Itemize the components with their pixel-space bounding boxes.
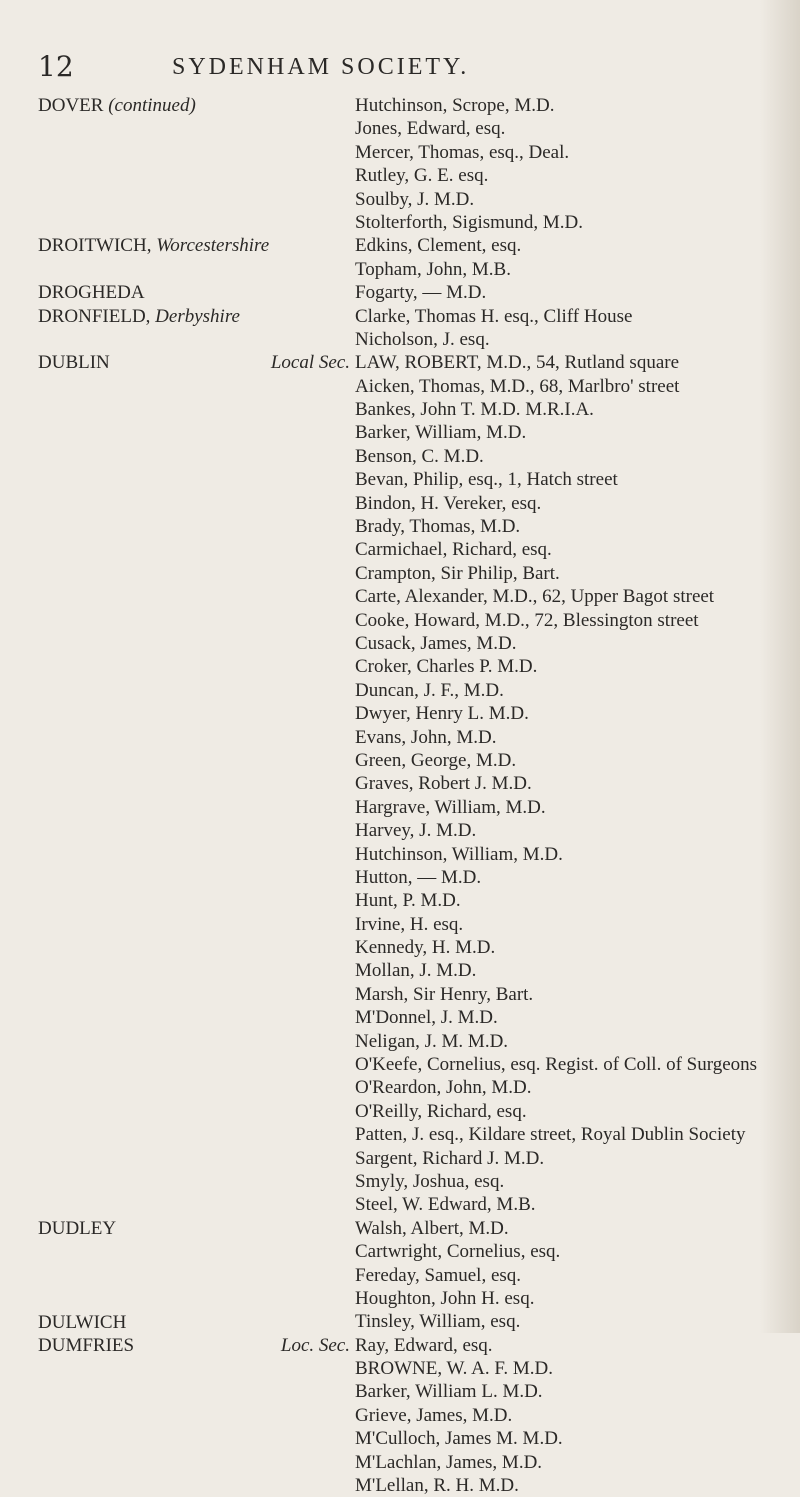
- member-entry: Marsh, Sir Henry, Bart.: [355, 983, 534, 1005]
- member-entry: Hargrave, William, M.D.: [355, 796, 546, 818]
- member-entry: Graves, Robert J. M.D.: [355, 773, 532, 795]
- member-entry: Steel, W. Edward, M.B.: [355, 1194, 536, 1216]
- member-entry: Jones, Edward, esq.: [355, 118, 506, 140]
- member-entry: Mollan, J. M.D.: [355, 960, 477, 982]
- local-secretary-tag: Local Sec.: [270, 352, 350, 374]
- place-heading: DROITWICH, Worcestershire: [38, 235, 270, 257]
- member-entry: Hunt, P. M.D.: [355, 890, 461, 912]
- member-entry: Hutton, — M.D.: [355, 866, 482, 888]
- place-county: Worcestershire: [156, 235, 270, 257]
- member-entry: Carmichael, Richard, esq.: [355, 539, 552, 561]
- member-entry: Croker, Charles P. M.D.: [355, 656, 538, 678]
- member-entry: Fogarty, — M.D.: [355, 282, 487, 304]
- member-entry: Edkins, Clement, esq.: [355, 235, 522, 257]
- page-header: [38, 50, 760, 86]
- member-entry: M'Culloch, James M. M.D.: [355, 1428, 563, 1450]
- member-entry: Stolterforth, Sigismund, M.D.: [355, 211, 584, 233]
- place-name: DRONFIELD: [38, 305, 146, 327]
- member-entry: Benson, C. M.D.: [355, 445, 484, 467]
- page-number: 12: [38, 50, 74, 83]
- member-entry: Evans, John, M.D.: [355, 726, 497, 748]
- member-entry: Neligan, J. M. M.D.: [355, 1030, 509, 1052]
- place-county: (continued): [108, 95, 196, 116]
- place-name: DROITWICH: [38, 235, 147, 257]
- place-heading: DRONFIELD, Derbyshire: [38, 305, 240, 327]
- local-secretary-tag: Loc. Sec.: [280, 1335, 350, 1357]
- member-entry: Mercer, Thomas, esq., Deal.: [355, 141, 570, 163]
- member-entry: Dwyer, Henry L. M.D.: [355, 703, 529, 725]
- member-entry: Bankes, John T. M.D. M.R.I.A.: [355, 399, 594, 421]
- member-entry: Irvine, H. esq.: [355, 913, 464, 935]
- member-entry: Houghton, John H. esq.: [355, 1287, 535, 1309]
- member-entry: Sargent, Richard J. M.D.: [355, 1147, 545, 1169]
- place-name: DUDLEY: [38, 1218, 117, 1240]
- member-entry: Topham, John, M.B.: [355, 258, 511, 280]
- member-entry: BROWNE, W. A. F. M.D.: [355, 1358, 554, 1380]
- member-entry: Barker, William L. M.D.: [355, 1381, 543, 1403]
- member-entry: Carte, Alexander, M.D., 62, Upper Bagot street: [355, 586, 715, 608]
- member-entry: Ray, Edward, esq.: [355, 1334, 493, 1356]
- member-entry: O'Reilly, Richard, esq.: [355, 1100, 527, 1122]
- place-name: DUBLIN: [38, 352, 110, 374]
- member-entry: Walsh, Albert, M.D.: [355, 1217, 509, 1239]
- member-entry: Brady, Thomas, M.D.: [355, 516, 521, 538]
- member-entry: Tinsley, William, esq.: [355, 1311, 521, 1333]
- place-name: DROGHEDA: [38, 282, 145, 304]
- place-heading: [38, 281, 350, 304]
- place-heading: [38, 94, 350, 117]
- member-entry: Crampton, Sir Philip, Bart.: [355, 562, 560, 584]
- member-entry: Soulby, J. M.D.: [355, 188, 475, 210]
- member-entry: M'Lachlan, James, M.D.: [355, 1451, 543, 1473]
- member-entry: Grieve, James, M.D.: [355, 1404, 513, 1426]
- member-entry: Green, George, M.D.: [355, 749, 517, 771]
- place-name: DOVER: [38, 95, 104, 116]
- member-entry: Rutley, G. E. esq.: [355, 165, 489, 187]
- member-list: [355, 94, 785, 1497]
- place-name: DULWICH: [38, 1311, 127, 1333]
- place-heading: [38, 351, 350, 374]
- member-entry: Duncan, J. F., M.D.: [355, 679, 504, 701]
- member-entry: O'Keefe, Cornelius, esq. Regist. of Coll. of Surgeons: [355, 1054, 758, 1076]
- member-entry: M'Lellan, R. H. M.D.: [355, 1475, 519, 1497]
- member-entry: Bindon, H. Vereker, esq.: [355, 492, 542, 514]
- member-entry: Clarke, Thomas H. esq., Cliff House: [355, 305, 633, 327]
- place-county: Derbyshire: [155, 305, 240, 327]
- place-name: DUMFRIES: [38, 1335, 135, 1357]
- member-entry: Cartwright, Cornelius, esq.: [355, 1241, 561, 1263]
- member-entry: Bevan, Philip, esq., 1, Hatch street: [355, 469, 618, 491]
- member-entry: Harvey, J. M.D.: [355, 820, 477, 842]
- member-entry: Fereday, Samuel, esq.: [355, 1264, 522, 1286]
- member-entry: Cooke, Howard, M.D., 72, Blessington street: [355, 609, 699, 631]
- member-entry: Hutchinson, Scrope, M.D.: [355, 95, 555, 116]
- member-entry: Aicken, Thomas, M.D., 68, Marlbro' street: [355, 375, 680, 397]
- place-heading: [38, 1334, 350, 1357]
- member-entry: Cusack, James, M.D.: [355, 632, 517, 654]
- member-entry: Hutchinson, William, M.D.: [355, 843, 563, 865]
- member-entry: Smyly, Joshua, esq.: [355, 1170, 505, 1192]
- member-entry: Kennedy, H. M.D.: [355, 937, 496, 959]
- member-entry: M'Donnel, J. M.D.: [355, 1007, 498, 1029]
- member-entry: Barker, William, M.D.: [355, 422, 527, 444]
- place-heading: [38, 1217, 350, 1240]
- member-entry: LAW, ROBERT, M.D., 54, Rutland square: [355, 352, 680, 374]
- place-heading: [38, 1311, 350, 1334]
- member-entry: O'Reardon, John, M.D.: [355, 1077, 532, 1099]
- member-entry: Patten, J. esq., Kildare street, Royal Dublin Society: [355, 1124, 746, 1146]
- running-title: SYDENHAM SOCIETY.: [172, 54, 470, 80]
- member-entry: Nicholson, J. esq.: [355, 328, 490, 350]
